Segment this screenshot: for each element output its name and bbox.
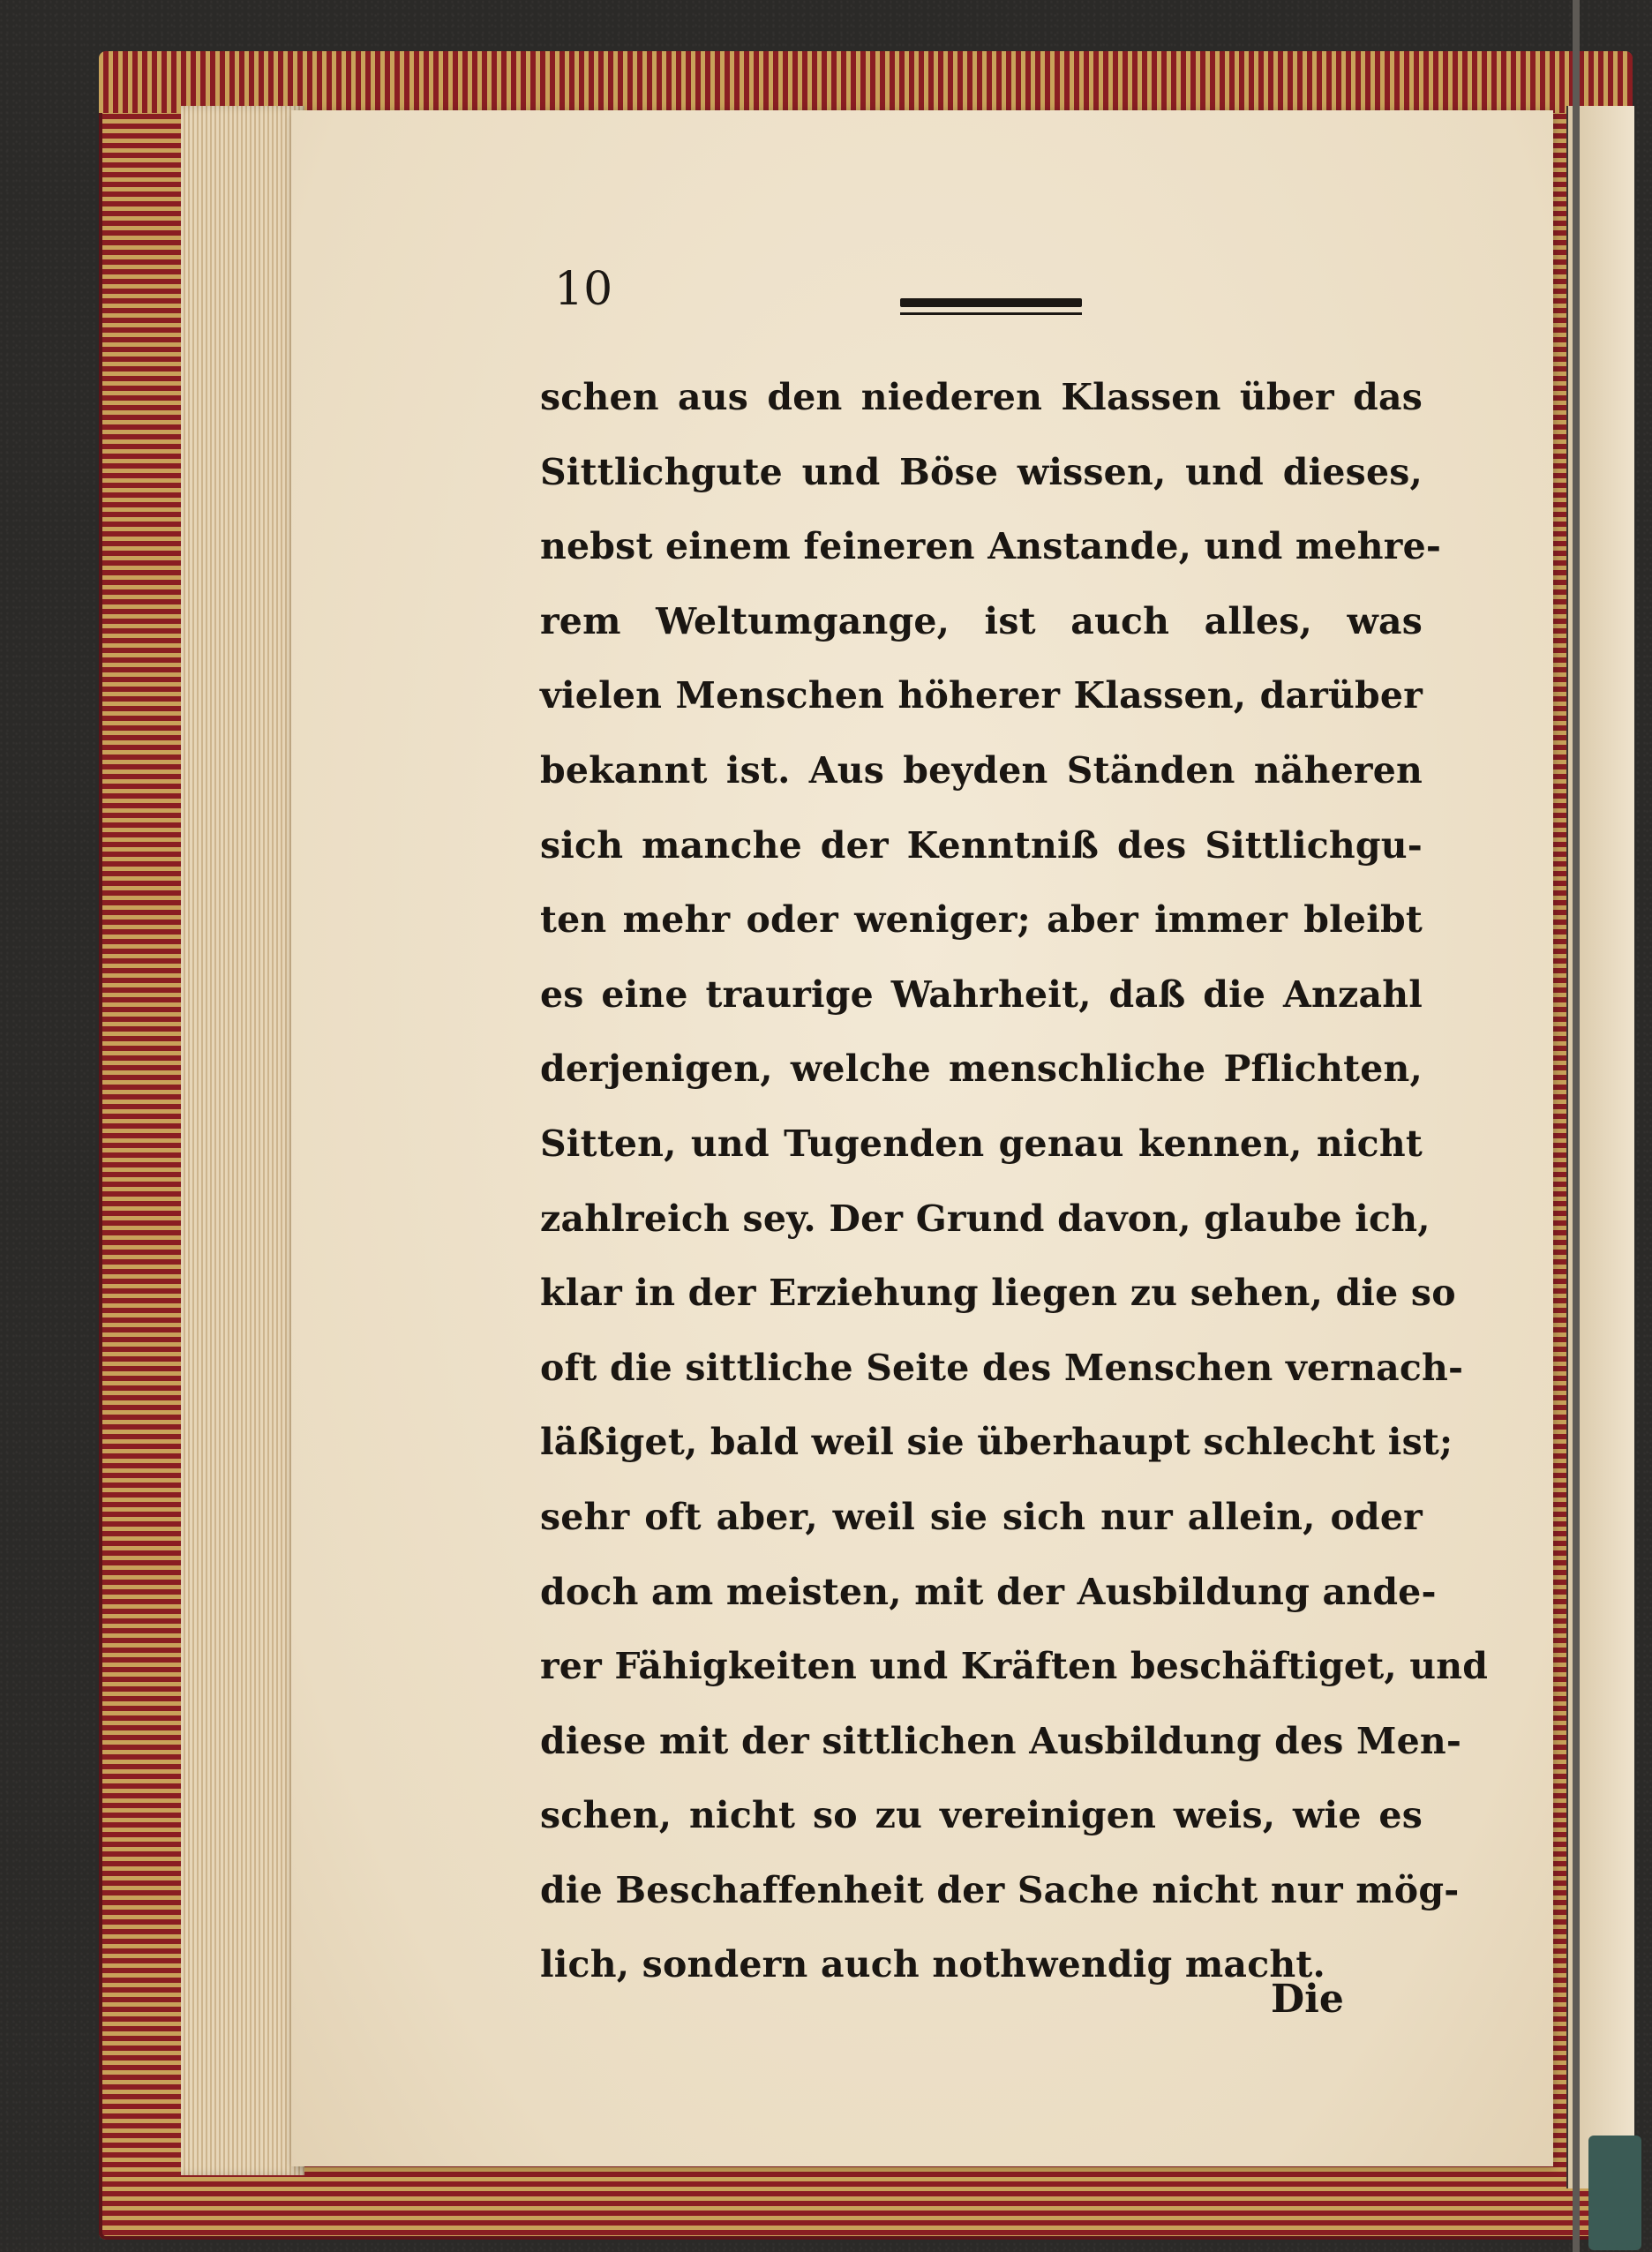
text-line: bekannt ist. Aus beyden Ständen näheren: [540, 748, 1423, 792]
scanner-glass-bar: [1573, 0, 1580, 2252]
text-line: diese mit der sittlichen Ausbildung des Men-: [540, 1719, 1462, 1762]
page-header: [554, 263, 1084, 325]
page-edges: [181, 106, 304, 2175]
text-line: oft die sittliche Seite des Menschen vernach-: [540, 1346, 1464, 1389]
text-line: klar in der Erziehung liegen zu sehen, die so: [540, 1272, 1456, 1315]
text-line: vielen Menschen höherer Klassen, darüber: [540, 674, 1423, 717]
text-line: sich manche der Kenntniß des Sittlichgu-: [540, 823, 1423, 867]
book-cover-top-edge: [99, 51, 1633, 113]
header-rule-thin: [900, 312, 1082, 315]
bookmark-ribbon: [1588, 2136, 1641, 2250]
text-line: zahlreich sey. Der Grund davon, glaube ich,: [540, 1197, 1430, 1240]
header-rule: [900, 298, 1082, 307]
text-line: läßiget, bald weil sie überhaupt schlecht ist;: [540, 1421, 1453, 1464]
page-number: 10: [554, 263, 613, 316]
body-text: [540, 360, 1489, 2002]
text-line-last: lich, sondern auch nothwendig macht.: [540, 1943, 1325, 1986]
text-line: die Beschaffenheit der Sache nicht nur mög-: [540, 1868, 1460, 1911]
text-line: rem Weltumgange, ist auch alles, was: [540, 599, 1423, 642]
text-line: nebst einem feineren Anstande, und mehre-: [540, 525, 1442, 568]
text-line: Sittlichgute und Böse wissen, und dieses,: [540, 450, 1423, 493]
text-line: ten mehr oder weniger; aber immer bleibt: [540, 898, 1423, 942]
text-line: sehr oft aber, weil sie sich nur allein, oder: [540, 1495, 1423, 1538]
text-line: rer Fähigkeiten und Kräften beschäftiget, und: [540, 1645, 1489, 1688]
text-line: doch am meisten, mit der Ausbildung ande-: [540, 1570, 1437, 1613]
catchword: Die: [1271, 1977, 1344, 2022]
text-line: es eine traurige Wahrheit, daß die Anzahl: [540, 972, 1423, 1016]
text-line: schen aus den niederen Klassen über das: [540, 376, 1423, 418]
text-line: Sitten, und Tugenden genau kennen, nicht: [540, 1122, 1423, 1165]
text-line: derjenigen, welche menschliche Pflichten,: [540, 1047, 1423, 1091]
text-line: schen, nicht so zu vereinigen weis, wie es: [540, 1794, 1423, 1837]
